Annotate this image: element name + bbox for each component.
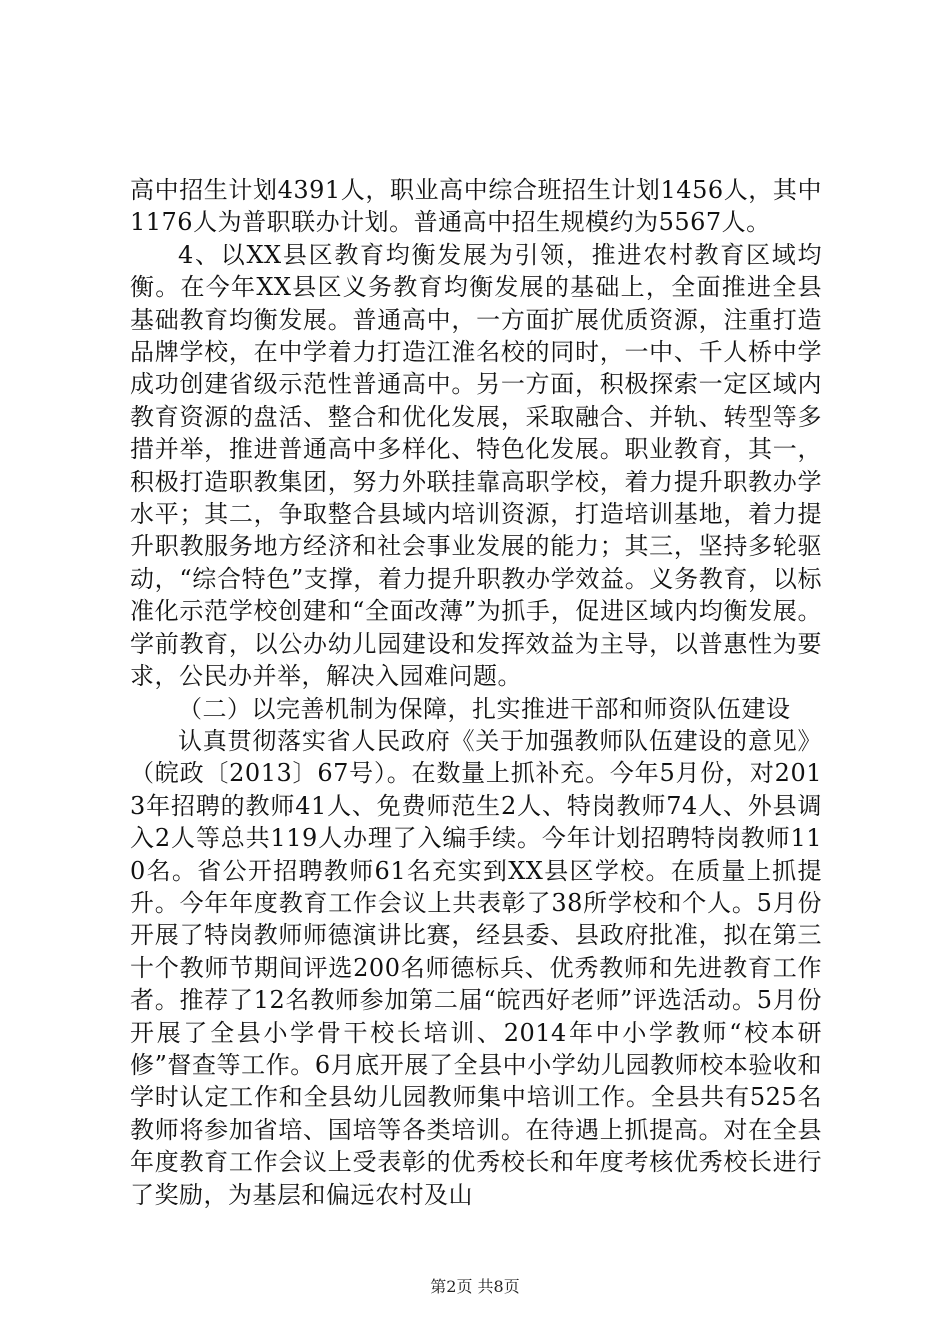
- document-body: [130, 174, 822, 1211]
- paragraph-balanced-development: 4、以XX县区教育均衡发展为引领，推进农村教育区域均衡。在今年XX县区义务教育均衡发展的基础上，全面推进全县基础教育均衡发展。普通高中，一方面扩展优质资源，注重打造品牌学校，在中学着力打造江淮名校的同时，一中、千人桥中学成功创建省级示范性普通高中。另一方面，积极探索一定区域内教育资源的盘活、整合和优化发展，采取融合、并轨、转型等多措并举，推进普通高中多样化、特色化发展。职业教育，其一，积极打造职教集团，努力外联挂靠高职学校，着力提升职教办学水平；其二，争取整合县域内培训资源，打造培训基地，着力提升职教服务地方经济和社会事业发展的能力；其三，坚持多轮驱动，“综合特色”支撑，着力提升职教办学效益。义务教育，以标准化示范学校创建和“全面改薄”为抓手，促进区域内均衡发展。学前教育，以公办幼儿园建设和发挥效益为主导，以普惠性为要求，公民办并举，解决入园难问题。: [130, 240, 822, 691]
- paragraph-enrollment-plan: 高中招生计划4391人，职业高中综合班招生计划1456人，其中1176人为普职联办计划。普通高中招生规模约为5567人。: [130, 176, 822, 237]
- section-heading-teacher-team: （二）以完善机制为保障，扎实推进干部和师资队伍建设: [178, 694, 791, 723]
- page-number-footer: 第2页 共8页: [430, 1277, 520, 1296]
- paragraph-teacher-team: 认真贯彻落实省人民政府《关于加强教师队伍建设的意见》（皖政〔2013〕67号）。在数量上抓补充。今年5月份，对2013年招聘的教师41人、免费师范生2人、特岗教师74人、外县调入2人等总共119人办理了入编手续。今年计划招聘特岗教师110名。省公开招聘教师61名充实到XX县区学校。在质量上抓提升。今年年度教育工作会议上共表彰了38所学校和个人。5月份开展了特岗教师师德演讲比赛，经县委、县政府批准，拟在第三十个教师节期间评选200名师德标兵、优秀教师和先进教育工作者。推荐了12名教师参加第二届“皖西好老师”评选活动。5月份开展了全县小学骨干校长培训、2014年中小学教师“校本研修”督查等工作。6月底开展了全县中小学幼儿园教师校本验收和学时认定工作和全县幼儿园教师集中培训工作。全县共有525名教师将参加省培、国培等各类培训。在待遇上抓提高。对在全县年度教育工作会议上受表彰的优秀校长和年度考核优秀校长进行了奖励，为基层和偏远农村及山: [130, 726, 822, 1209]
